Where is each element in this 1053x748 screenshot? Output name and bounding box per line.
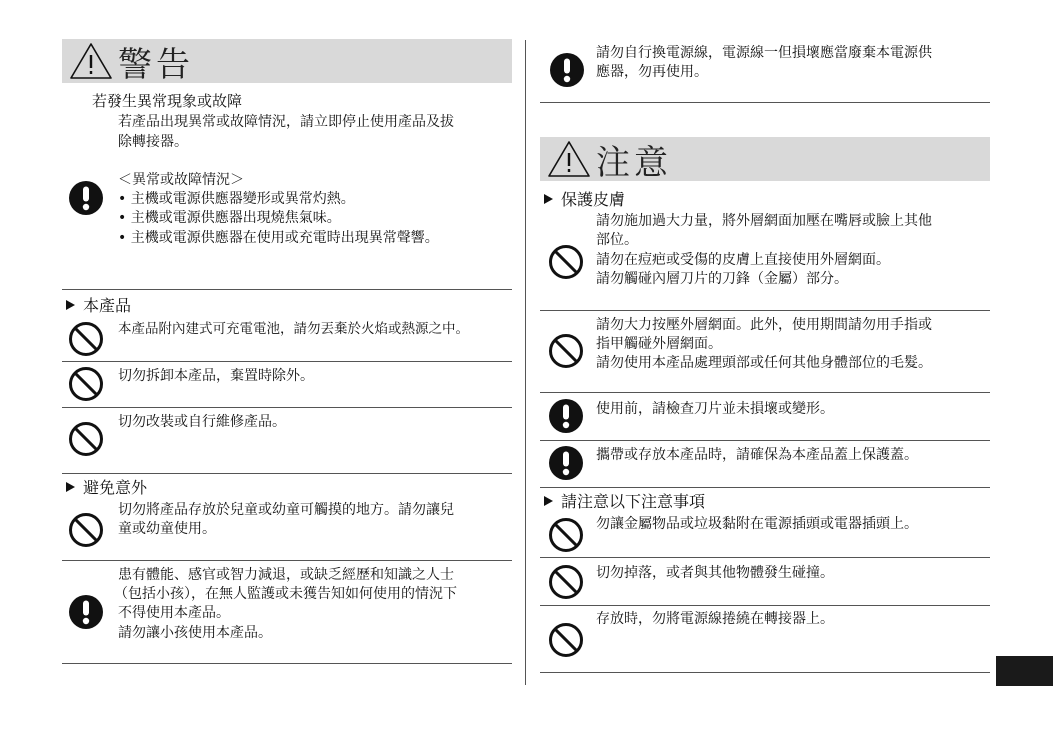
skin-1-line2: 部位。	[596, 232, 638, 248]
mandatory-exclamation-icon	[68, 594, 104, 630]
warning-title: 警告	[118, 44, 194, 85]
mandatory-exclamation-icon	[68, 180, 104, 216]
prohibition-icon	[68, 321, 104, 357]
column-divider	[525, 40, 526, 685]
product-item-1: 本產品附內建式可充電電池，請勿丟棄於火焰或熱源之中。	[118, 321, 469, 337]
divider	[62, 560, 512, 561]
divider	[62, 361, 512, 362]
section-arrow-icon	[544, 496, 553, 506]
mandatory-exclamation-icon	[549, 52, 585, 88]
note-1: 勿讓金屬物品或垃圾黏附在電源插頭或電器插頭上。	[596, 516, 918, 532]
mandatory-exclamation-icon	[548, 398, 584, 434]
divider	[62, 407, 512, 408]
prohibition-icon	[548, 622, 584, 658]
accident-1-line2: 童或幼童使用。	[118, 521, 216, 537]
product-heading-label: 本產品	[83, 296, 132, 315]
page-edge-tab	[996, 656, 1053, 686]
warning-banner	[62, 39, 512, 83]
prohibition-icon	[548, 517, 584, 553]
skin-1-line1: 請勿施加過大力量，將外層網面加壓在嘴唇或臉上其他	[596, 213, 932, 229]
accident-2-line4: 請勿讓小孩使用本產品。	[118, 625, 272, 641]
cord-line2: 應器，勿再使用。	[596, 64, 708, 80]
divider	[540, 440, 990, 441]
accident-heading-label: 避免意外	[83, 478, 148, 497]
divider	[62, 663, 512, 664]
section-arrow-icon	[544, 194, 553, 204]
divider	[540, 310, 990, 311]
abnormal-item-3: • 主機或電源供應器在使用或充電時出現異常聲響。	[118, 230, 439, 246]
skin-1-line4: 請勿觸碰內層刀片的刀鋒（金屬）部分。	[596, 271, 848, 287]
divider	[540, 605, 990, 606]
abnormal-item-1: • 主機或電源供應器變形或異常灼熱。	[118, 191, 355, 207]
product-item-3: 切勿改裝或自行維修產品。	[118, 414, 286, 430]
section-arrow-icon	[66, 482, 75, 492]
abnormal-heading: 若發生異常現象或故障	[92, 92, 243, 110]
divider	[540, 557, 990, 558]
prohibition-icon	[68, 512, 104, 548]
divider	[540, 487, 990, 488]
caution-banner	[540, 137, 990, 181]
notes-section-heading	[544, 492, 705, 512]
prohibition-icon	[548, 564, 584, 600]
caution-title: 注意	[596, 142, 672, 183]
skin-heading-label: 保護皮膚	[561, 190, 626, 209]
skin-2-line1: 請勿大力按壓外層網面。此外，使用期間請勿用手指或	[596, 317, 932, 333]
divider	[540, 392, 990, 393]
abnormal-item-2: • 主機或電源供應器出現燒焦氣味。	[118, 210, 341, 226]
blade-check-text: 使用前，請檢查刀片並未損壞或變形。	[596, 401, 834, 417]
cord-line1: 請勿自行換電源線，電源線一但損壞應當廢棄本電源供	[596, 45, 932, 61]
note-2: 切勿掉落，或者與其他物體發生碰撞。	[596, 565, 834, 581]
warning-triangle-icon	[68, 41, 114, 81]
skin-1-line3: 請勿在痘疤或受傷的皮膚上直接使用外層網面。	[596, 252, 890, 268]
accident-section-heading	[66, 478, 147, 498]
divider	[62, 289, 512, 290]
prohibition-icon	[68, 421, 104, 457]
divider	[62, 473, 512, 474]
accident-2-line3: 不得使用本產品。	[118, 605, 230, 621]
prohibition-icon	[548, 244, 584, 280]
product-section-heading	[66, 296, 131, 316]
notes-heading-label: 請注意以下注意事項	[561, 492, 706, 511]
carry-cover-text: 攜帶或存放本產品時，請確保為本產品蓋上保護蓋。	[596, 447, 918, 463]
abnormal-text-line1: 若產品出現異常或故障情況，請立即停止使用產品及拔	[118, 114, 454, 130]
note-3: 存放時，勿將電源線捲繞在轉接器上。	[596, 611, 834, 627]
prohibition-icon	[68, 366, 104, 402]
abnormal-list-title: ＜異常或故障情況＞	[118, 172, 244, 188]
accident-1-line1: 切勿將產品存放於兒童或幼童可觸摸的地方。請勿讓兒	[118, 502, 454, 518]
skin-2-line2: 指甲觸碰外層網面。	[596, 336, 722, 352]
section-arrow-icon	[66, 300, 75, 310]
accident-2-line2: （包括小孩），在無人監護或未獲告知如何使用的情況下	[114, 586, 457, 602]
accident-2-line1: 患有體能、感官或智力減退，或缺乏經歷和知識之人士	[118, 567, 454, 583]
divider	[540, 672, 990, 673]
skin-section-heading	[544, 190, 625, 210]
prohibition-icon	[548, 333, 584, 369]
mandatory-exclamation-icon	[548, 445, 584, 481]
skin-2-line3: 請勿使用本產品處理頭部或任何其他身體部位的毛髮。	[596, 355, 932, 371]
product-item-2: 切勿拆卸本產品，棄置時除外。	[118, 368, 314, 384]
divider	[540, 102, 990, 103]
warning-triangle-icon	[546, 139, 592, 179]
abnormal-text-line2: 除轉接器。	[118, 134, 188, 150]
